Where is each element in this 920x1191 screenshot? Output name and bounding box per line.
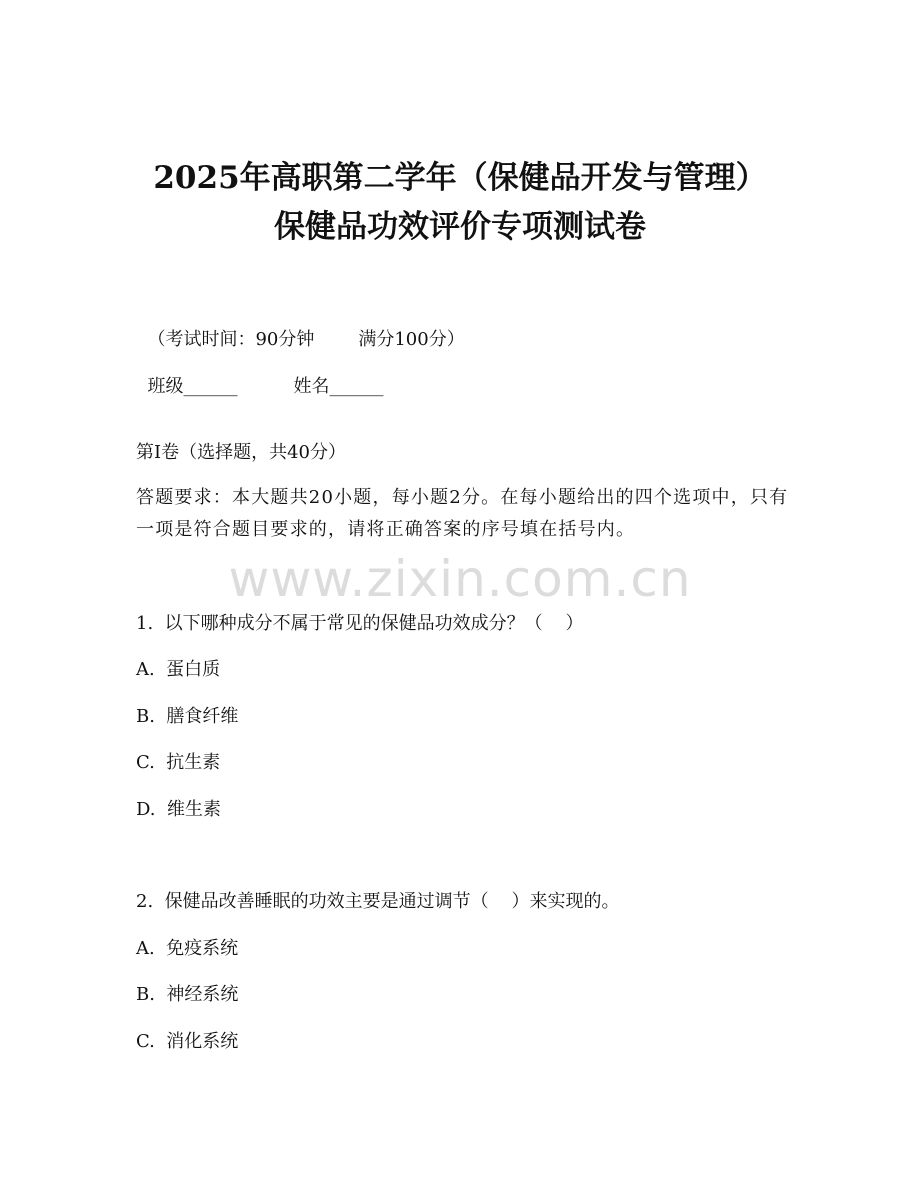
exam-info	[136, 301, 465, 353]
watermark: www.zixin.com.cn	[228, 550, 692, 608]
exam-time: （考试时间：90分钟	[147, 329, 315, 350]
section-instructions: 答题要求：本大题共20小题，每小题2分。在每小题给出的四个选项中，只有一项是符合题目要求的，请将正确答案的序号填在括号内。	[136, 487, 789, 540]
exam-full-score: 满分100分）	[358, 329, 465, 350]
document-title-line1: 2025年高职第二学年（保健品开发与管理）	[153, 160, 767, 196]
class-field: 班级______	[147, 376, 238, 397]
question-1-option-a: A. 蛋白质	[136, 659, 221, 680]
question-1-option-c: C. 抗生素	[136, 752, 221, 773]
question-2-option-b: B. 神经系统	[136, 984, 239, 1005]
question-1-option-b: B. 膳食纤维	[136, 706, 239, 727]
name-field: 姓名______	[293, 376, 384, 397]
section-title: 第Ⅰ卷（选择题，共40分）	[136, 442, 347, 463]
question-1-stem: 1. 以下哪种成分不属于常见的保健品功效成分？（ ）	[136, 613, 584, 634]
document-title-line2: 保健品功效评价专项测试卷	[274, 209, 646, 245]
question-2-option-a: A. 免疫系统	[136, 938, 239, 959]
question-2-option-c: C. 消化系统	[136, 1031, 239, 1052]
student-fields	[136, 348, 383, 400]
question-2-stem: 2. 保健品改善睡眠的功效主要是通过调节（ ）来实现的。	[136, 891, 620, 912]
question-1-option-d: D. 维生素	[136, 799, 221, 820]
